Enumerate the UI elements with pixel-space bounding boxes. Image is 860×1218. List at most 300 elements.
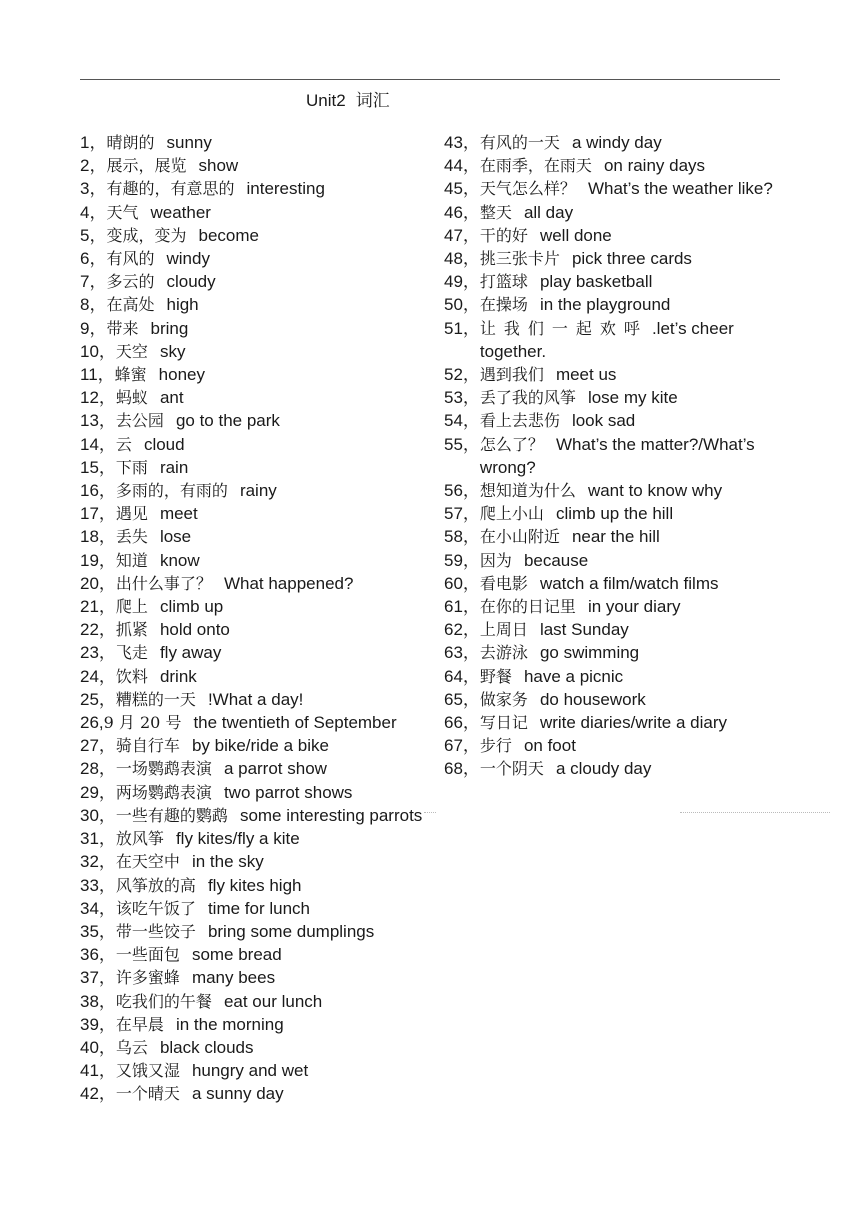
entry-number: 6， <box>80 249 107 269</box>
entry-body <box>106 154 425 177</box>
entry-chinese: 多雨的，有雨的 <box>115 481 228 501</box>
entry-english: climb up <box>159 597 224 617</box>
entry-body <box>480 270 784 293</box>
vocab-entry <box>444 131 784 154</box>
entry-chinese: 下雨 <box>115 457 148 477</box>
vocab-entry <box>80 293 425 316</box>
vocab-entry <box>444 711 784 734</box>
vocab-column-right <box>444 131 784 781</box>
entry-body <box>116 920 425 943</box>
entry-number: 12， <box>80 388 116 408</box>
dotted-leader <box>680 812 830 813</box>
entry-chinese: 去公园 <box>115 411 164 431</box>
vocab-entry <box>80 433 425 456</box>
entry-english: play basketball <box>539 272 653 292</box>
vocab-entry <box>444 293 784 316</box>
entry-chinese: 糟糕的一天 <box>115 689 196 709</box>
vocab-entry <box>444 641 784 664</box>
entry-number: 49， <box>444 272 480 292</box>
entry-body <box>480 247 784 270</box>
entry-number: 8， <box>80 295 107 315</box>
entry-number: 51， <box>444 318 480 338</box>
entry-number: 27， <box>80 736 116 756</box>
entry-number: 37， <box>80 968 116 988</box>
vocab-entry <box>444 433 784 479</box>
vocab-entry <box>80 479 425 502</box>
entry-number: 64， <box>444 666 480 686</box>
vocab-entry <box>80 456 425 479</box>
entry-english: interesting <box>246 179 325 199</box>
entry-body <box>116 1082 425 1105</box>
entry-english: a cloudy day <box>555 759 652 779</box>
entry-chinese: 天空 <box>115 341 148 361</box>
entry-number: 20， <box>80 573 116 593</box>
entry-number: 25， <box>80 689 116 709</box>
entry-english: What happened? <box>223 573 354 593</box>
entry-english: weather <box>150 202 211 222</box>
entry-english: rainy <box>239 481 277 501</box>
entry-chinese: 9 月 20 号 <box>103 713 182 733</box>
entry-chinese: 变成，变为 <box>106 225 187 245</box>
entry-number: 14， <box>80 434 116 454</box>
entry-english: write diaries/write a diary <box>539 713 727 733</box>
entry-number: 15， <box>80 457 116 477</box>
vocab-entry <box>444 479 784 502</box>
vocab-entry <box>80 850 425 873</box>
vocab-entry <box>444 665 784 688</box>
entry-body <box>106 247 425 270</box>
entry-english: a windy day <box>571 133 662 152</box>
entry-chinese: 饮料 <box>115 666 148 686</box>
entry-english: in the morning <box>175 1014 284 1034</box>
entry-chinese: 蚂蚁 <box>115 388 148 408</box>
entry-chinese: 一个晴天 <box>115 1084 180 1104</box>
vocab-entry <box>444 688 784 711</box>
entry-number: 61， <box>444 597 480 617</box>
entry-number: 45， <box>444 179 480 199</box>
vocab-entry <box>80 386 425 409</box>
entry-body <box>480 641 784 664</box>
entry-number: 24， <box>80 666 116 686</box>
entry-number: 41， <box>80 1061 116 1081</box>
entry-number: 11， <box>80 365 115 385</box>
entry-chinese: 带来 <box>106 318 139 338</box>
entry-english: want to know why <box>587 481 723 501</box>
entry-number: 32， <box>80 852 116 872</box>
entry-english: in your diary <box>587 597 681 617</box>
entry-body <box>116 757 425 780</box>
entry-body <box>106 131 425 154</box>
entry-english: many bees <box>191 968 276 988</box>
entry-body <box>116 595 425 618</box>
entry-english: fly away <box>159 643 222 663</box>
vocab-column-left <box>80 131 425 1106</box>
entry-number: 68， <box>444 759 480 779</box>
entry-body <box>480 525 784 548</box>
entry-english: honey <box>158 365 205 385</box>
vocab-entry <box>80 224 425 247</box>
vocab-entry <box>80 409 425 432</box>
entry-body <box>116 525 425 548</box>
title-label: 词汇 <box>355 91 390 111</box>
entry-number: 26, <box>80 713 104 733</box>
vocab-entry <box>80 804 425 827</box>
entry-chinese: 知道 <box>115 550 148 570</box>
entry-chinese: 晴朗的 <box>106 133 155 152</box>
entry-chinese: 飞走 <box>115 643 148 663</box>
entry-chinese: 丢了我的风筝 <box>479 388 576 408</box>
page-title <box>306 86 390 111</box>
vocab-entry <box>80 572 425 595</box>
entry-number: 53， <box>444 388 480 408</box>
entry-number: 33， <box>80 875 116 895</box>
entry-body <box>116 734 425 757</box>
entry-body <box>480 363 784 386</box>
top-rule <box>80 79 780 80</box>
entry-chinese: 爬上小山 <box>479 504 544 524</box>
entry-chinese: 有趣的，有意思的 <box>106 179 235 199</box>
entry-number: 29， <box>80 782 116 802</box>
vocab-entry <box>444 525 784 548</box>
entry-chinese: 抓紧 <box>115 620 148 640</box>
entry-english: bring some dumplings <box>207 921 375 941</box>
entry-body <box>480 665 784 688</box>
entry-body <box>116 1059 425 1082</box>
entry-body <box>116 804 425 827</box>
entry-chinese: 又饿又湿 <box>115 1061 180 1081</box>
entry-english: some interesting parrots <box>239 805 423 825</box>
vocab-entry <box>444 386 784 409</box>
entry-english: watch a film/watch films <box>539 573 719 593</box>
vocab-entry <box>444 757 784 780</box>
entry-number: 56， <box>444 481 480 501</box>
entry-chinese: 在早晨 <box>115 1014 164 1034</box>
entry-body <box>480 317 784 363</box>
vocab-entry <box>80 665 425 688</box>
entry-english: fly kites/fly a kite <box>175 829 300 849</box>
entry-chinese: 带一些饺子 <box>115 921 196 941</box>
entry-chinese: 云 <box>115 434 132 454</box>
entry-number: 42， <box>80 1084 116 1104</box>
entry-body <box>106 201 425 224</box>
vocab-entry <box>444 572 784 595</box>
entry-english: because <box>523 550 589 570</box>
entry-body <box>480 595 784 618</box>
entry-number: 19， <box>80 550 116 570</box>
entry-chinese: 一些面包 <box>115 945 180 965</box>
entry-number: 17， <box>80 504 116 524</box>
entry-english: lose <box>159 527 192 547</box>
entry-chinese: 有风的 <box>106 249 155 269</box>
entry-body <box>480 572 784 595</box>
entry-english: by bike/ride a bike <box>191 736 329 756</box>
entry-body <box>116 688 425 711</box>
entry-english: all day <box>523 202 574 222</box>
entry-number: 21， <box>80 597 116 617</box>
entry-english: look sad <box>571 411 636 431</box>
vocab-entry <box>444 618 784 641</box>
entry-number: 31， <box>80 829 116 849</box>
entry-body <box>116 781 425 804</box>
entry-english: meet us <box>555 365 617 385</box>
entry-english: high <box>166 295 199 315</box>
entry-body <box>480 224 784 247</box>
entry-body <box>116 827 425 850</box>
entry-chinese: 爬上 <box>115 597 148 617</box>
entry-chinese: 干的好 <box>479 225 528 245</box>
entry-body <box>480 479 784 502</box>
entry-body <box>116 850 425 873</box>
entry-number: 2， <box>80 156 107 176</box>
entry-english: a sunny day <box>191 1084 284 1104</box>
vocab-entry <box>80 897 425 920</box>
entry-chinese: 一些有趣的鹦鹉 <box>115 805 228 825</box>
entry-english: windy <box>166 249 210 269</box>
vocab-entry <box>80 201 425 224</box>
entry-english: meet <box>159 504 198 524</box>
vocab-entry <box>444 595 784 618</box>
entry-english: fly kites high <box>207 875 302 895</box>
entry-chinese: 挑三张卡片 <box>479 249 560 269</box>
vocab-entry <box>80 688 425 711</box>
entry-number: 39， <box>80 1014 116 1034</box>
entry-english: last Sunday <box>539 620 629 640</box>
entry-body <box>480 201 784 224</box>
entry-chinese: 因为 <box>479 550 512 570</box>
entry-chinese: 多云的 <box>106 272 155 292</box>
entry-chinese: 遇到我们 <box>479 365 544 385</box>
entry-english: rain <box>159 457 189 477</box>
entry-body <box>116 386 425 409</box>
entry-body <box>116 456 425 479</box>
entry-chinese: 在操场 <box>479 295 528 315</box>
entry-body <box>480 177 784 200</box>
vocab-entry <box>80 990 425 1013</box>
vocab-entry <box>80 874 425 897</box>
entry-number: 23， <box>80 643 116 663</box>
entry-english: well done <box>539 225 612 245</box>
entry-english: become <box>198 225 259 245</box>
entry-body <box>116 433 425 456</box>
vocab-entry <box>444 247 784 270</box>
entry-body <box>116 990 425 1013</box>
entry-english: !What a day! <box>207 689 304 709</box>
dotted-leader <box>424 812 436 813</box>
entry-number: 16， <box>80 481 116 501</box>
entry-body <box>116 409 425 432</box>
vocab-entry <box>444 317 784 363</box>
vocab-entry <box>80 595 425 618</box>
vocab-entry <box>80 1059 425 1082</box>
entry-number: 10， <box>80 341 116 361</box>
entry-body <box>106 177 425 200</box>
entry-english: show <box>198 156 239 176</box>
entry-number: 9， <box>80 318 107 338</box>
entry-english: What’s the weather like? <box>587 179 773 199</box>
vocab-entry <box>80 270 425 293</box>
entry-chinese: 在天空中 <box>115 852 180 872</box>
vocab-entry <box>80 966 425 989</box>
entry-body <box>116 665 425 688</box>
entry-number: 3， <box>80 179 107 199</box>
entry-number: 54， <box>444 411 480 431</box>
entry-english: eat our lunch <box>223 991 323 1011</box>
entry-chinese: 吃我们的午餐 <box>115 991 212 1011</box>
entry-number: 48， <box>444 249 480 269</box>
entry-english: pick three cards <box>571 249 692 269</box>
entry-english: cloud <box>143 434 185 454</box>
entry-body <box>116 943 425 966</box>
entry-number: 67， <box>444 736 480 756</box>
entry-body <box>480 549 784 572</box>
entry-number: 18， <box>80 527 116 547</box>
entry-chinese: 看上去悲伤 <box>479 411 560 431</box>
entry-number: 13， <box>80 411 116 431</box>
entry-english: drink <box>159 666 197 686</box>
vocab-entry <box>80 781 425 804</box>
entry-number: 22， <box>80 620 116 640</box>
entry-body <box>480 293 784 316</box>
vocab-entry <box>80 177 425 200</box>
vocab-entry <box>80 757 425 780</box>
entry-body <box>480 734 784 757</box>
entry-body <box>116 618 425 641</box>
entry-english: ant <box>159 388 184 408</box>
entry-english: hold onto <box>159 620 230 640</box>
entry-number: 35， <box>80 921 116 941</box>
entry-body <box>106 270 425 293</box>
entry-english: hungry and wet <box>191 1061 309 1081</box>
entry-number: 57， <box>444 504 480 524</box>
entry-number: 4， <box>80 202 107 222</box>
entry-body <box>480 386 784 409</box>
vocab-entry <box>444 270 784 293</box>
entry-number: 58， <box>444 527 480 547</box>
vocab-entry <box>80 641 425 664</box>
entry-number: 43， <box>444 133 480 152</box>
entry-chinese: 在你的日记里 <box>479 597 576 617</box>
entry-chinese: 放风筝 <box>115 829 164 849</box>
vocab-entry <box>444 549 784 572</box>
entry-body <box>480 433 784 479</box>
entry-english: know <box>159 550 200 570</box>
vocab-entry <box>444 224 784 247</box>
entry-number: 52， <box>444 365 480 385</box>
entry-body <box>480 154 784 177</box>
entry-english: sky <box>159 341 186 361</box>
entry-english: do housework <box>539 689 646 709</box>
entry-body <box>116 1036 425 1059</box>
entry-body <box>480 711 784 734</box>
vocab-entry <box>444 409 784 432</box>
entry-chinese: 一个阴天 <box>479 759 544 779</box>
entry-body <box>480 502 784 525</box>
vocab-entry <box>80 943 425 966</box>
entry-number: 59， <box>444 550 480 570</box>
entry-chinese: 一场鹦鹉表演 <box>115 759 212 779</box>
entry-number: 44， <box>444 156 480 176</box>
entry-english: .let’s cheer together. <box>479 318 734 361</box>
entry-english: have a picnic <box>523 666 624 686</box>
entry-body <box>480 618 784 641</box>
entry-number: 66， <box>444 713 480 733</box>
title-unit: Unit2 <box>306 91 346 110</box>
entry-number: 36， <box>80 945 116 965</box>
entry-chinese: 步行 <box>479 736 512 756</box>
entry-body <box>104 711 425 734</box>
entry-chinese: 该吃午饭了 <box>115 898 196 918</box>
vocab-entry <box>444 154 784 177</box>
vocab-entry <box>80 1013 425 1036</box>
entry-english: go swimming <box>539 643 640 663</box>
entry-chinese: 风筝放的高 <box>115 875 196 895</box>
vocab-entry <box>80 154 425 177</box>
entry-body <box>116 572 425 595</box>
entry-english: What’s the matter?/What’s wrong? <box>479 434 755 477</box>
entry-english: black clouds <box>159 1037 254 1057</box>
entry-english: the twentieth of September <box>193 713 397 733</box>
entry-english: two parrot shows <box>223 782 353 802</box>
entry-english: sunny <box>166 133 212 152</box>
entry-chinese: 去游泳 <box>479 643 528 663</box>
entry-number: 7， <box>80 272 107 292</box>
entry-chinese: 看电影 <box>479 573 528 593</box>
entry-body <box>106 293 425 316</box>
entry-body <box>480 688 784 711</box>
vocab-entry <box>80 247 425 270</box>
entry-chinese: 蜂蜜 <box>114 365 147 385</box>
entry-english: climb up the hill <box>555 504 674 524</box>
entry-english: in the playground <box>539 295 671 315</box>
vocab-entry <box>80 827 425 850</box>
entry-chinese: 乌云 <box>115 1037 148 1057</box>
entry-number: 30， <box>80 805 116 825</box>
vocab-entry <box>444 201 784 224</box>
entry-number: 46， <box>444 202 480 222</box>
entry-chinese: 天气怎么样？ <box>479 179 576 199</box>
entry-english: cloudy <box>166 272 216 292</box>
entry-number: 55， <box>444 434 480 454</box>
entry-body <box>116 966 425 989</box>
vocab-entry <box>80 734 425 757</box>
vocab-entry <box>80 525 425 548</box>
entry-chinese: 在小山附近 <box>479 527 560 547</box>
entry-number: 62， <box>444 620 480 640</box>
entry-chinese: 在高处 <box>106 295 155 315</box>
entry-chinese: 在雨季，在雨天 <box>479 156 592 176</box>
entry-chinese: 出什么事了？ <box>115 573 212 593</box>
entry-english: a parrot show <box>223 759 327 779</box>
entry-english: on rainy days <box>603 156 706 176</box>
entry-body <box>480 409 784 432</box>
vocab-entry <box>444 363 784 386</box>
vocab-entry <box>80 1036 425 1059</box>
vocab-entry <box>80 317 425 340</box>
entry-chinese: 丢失 <box>115 527 148 547</box>
entry-chinese: 想知道为什么 <box>479 481 576 501</box>
entry-body <box>116 502 425 525</box>
entry-number: 40， <box>80 1037 116 1057</box>
entry-chinese: 骑自行车 <box>115 736 180 756</box>
entry-number: 1， <box>80 133 107 152</box>
entry-chinese: 整天 <box>479 202 512 222</box>
entry-english: lose my kite <box>587 388 678 408</box>
entry-english: go to the park <box>175 411 280 431</box>
entry-chinese: 怎么了？ <box>479 434 544 454</box>
vocab-entry <box>80 340 425 363</box>
entry-body <box>116 340 425 363</box>
entry-english: on foot <box>523 736 576 756</box>
